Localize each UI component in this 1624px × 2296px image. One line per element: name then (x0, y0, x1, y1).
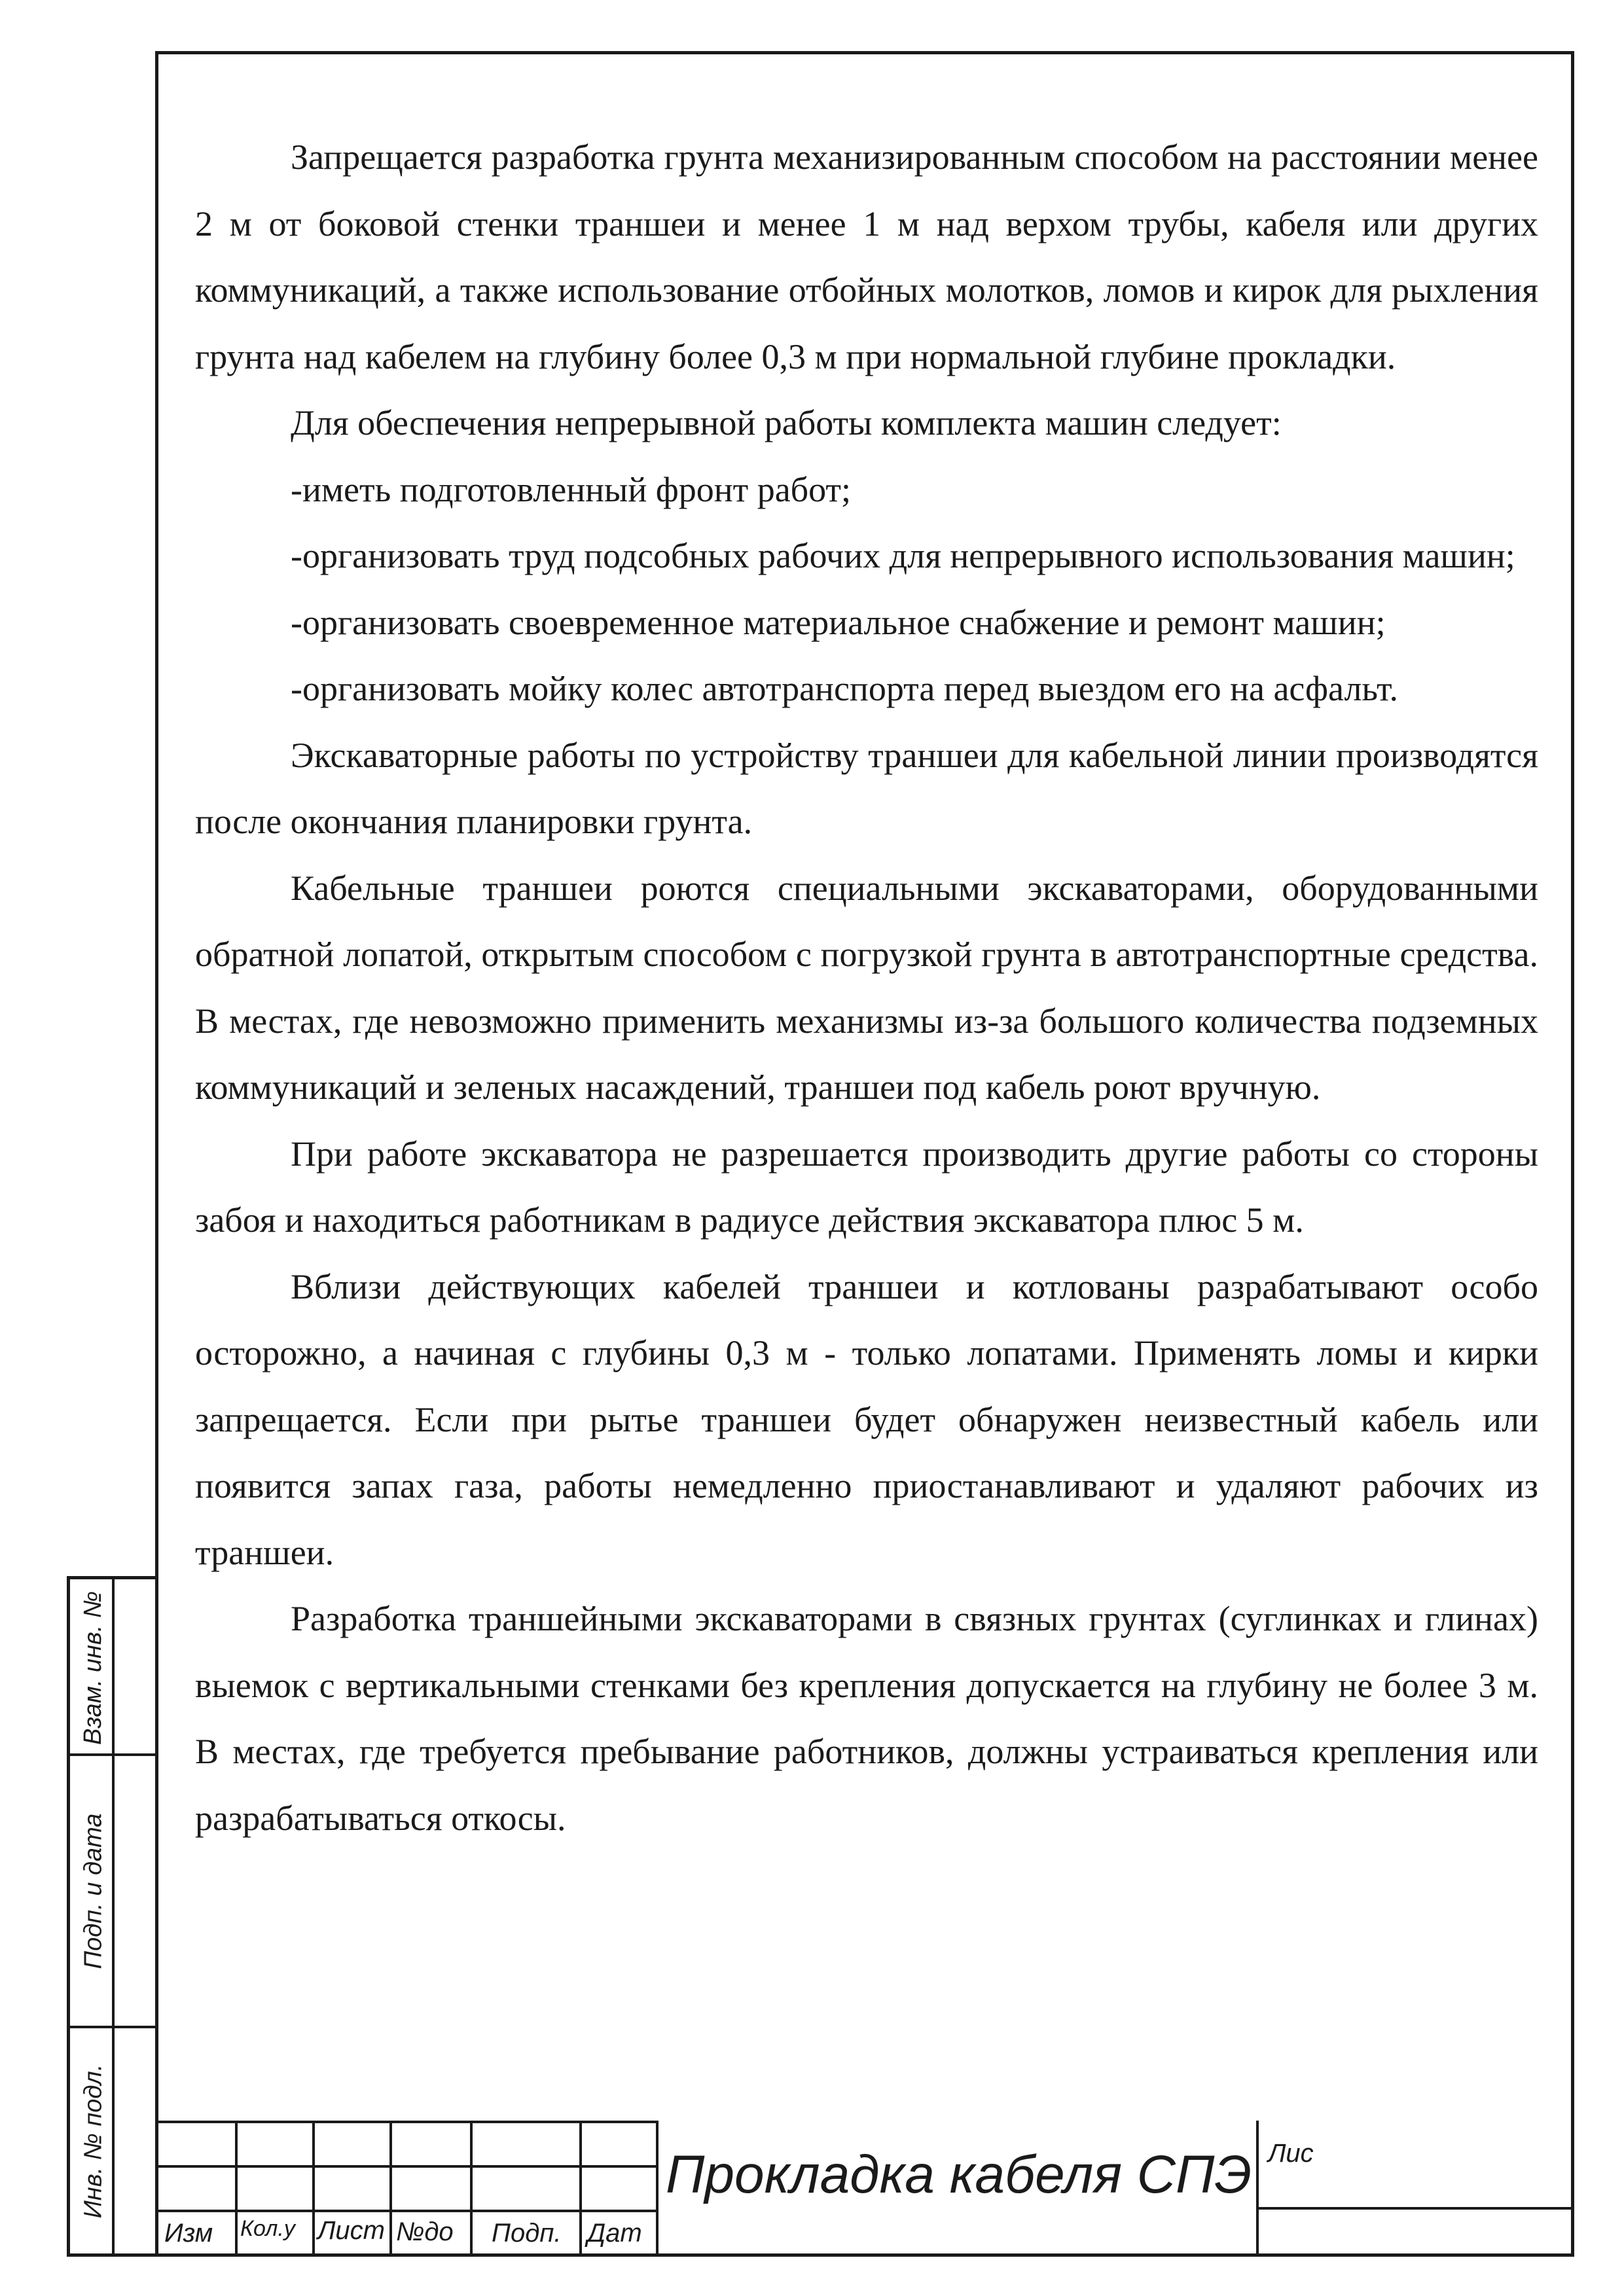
paragraph: Кабельные траншеи роются специальными экскаваторами, оборудованными обратной лопатой, открытым способом с погрузкой грунта в автотранспортные средства. В местах, где невозможно применить механизмы из-за большого количества подземных коммуникаций и зеленых насаждений, траншеи под кабель роют вручную. (195, 868, 1538, 1107)
list-item: -иметь подготовленный фронт работ; (291, 469, 852, 509)
side-cell-podp (70, 1756, 155, 2028)
side-stamp (67, 1576, 155, 2257)
podp-data-label: Подп. и дата (79, 1813, 107, 1969)
col-izm-label: Изм (164, 2219, 213, 2248)
paragraph: Вблизи действующих кабелей траншеи и котлованы разрабатывают особо осторожно, а начиная с глубины 0,3 м - только лопатами. Применять ломы и кирки запрещается. Если при рытье траншеи будет обнаружен неизвестный кабель или появится запах газа, работы немедленно приостанавливают и удаляют рабочих из траншеи. (195, 1266, 1538, 1572)
inv-podl-label: Инв. № подл. (79, 2064, 107, 2219)
col-ndoc-label: №до (396, 2217, 454, 2246)
vzam-inv-label: Взам. инв. № (79, 1590, 107, 1745)
paragraph: Разработка траншейными экскаваторами в связных грунтах (суглинках и глинах) выемок с вертикальными стенками без крепления допускается на глубину не более 3 м. В местах, где требуется пребывание работников, должны устраиваться крепления или разрабатываться откосы. (195, 1599, 1538, 1838)
list-item: -организовать своевременное материальное снабжение и ремонт машин; (291, 602, 1386, 642)
col-data-label: Дат (587, 2219, 642, 2248)
side-cell-inv (70, 2028, 155, 2257)
list-item: -организовать труд подсобных рабочих для непрерывного использования машин; (291, 536, 1515, 575)
side-cell-vzam (70, 1579, 155, 1756)
document-body (195, 124, 1538, 1852)
col-kol-label: Кол.у (240, 2216, 295, 2241)
paragraph: Экскаваторные работы по устройству траншеи для кабельной линии производятся после окончания планировки грунта. (195, 735, 1538, 841)
col-podp-label: Подп. (492, 2219, 562, 2248)
paragraph: Для обеспечения непрерывной работы комплекта машин следует: (291, 403, 1282, 442)
sheet-label: Лис (1268, 2139, 1314, 2168)
title-block (155, 2121, 1574, 2257)
document-title: Прокладка кабеля СПЭ (666, 2145, 1252, 2204)
paragraph: Запрещается разработка грунта механизированным способом на расстоянии менее 2 м от боковой стенки траншеи и менее 1 м над верхом трубы, кабеля или других коммуникаций, а также использование отбойных молотков, ломов и кирок для рыхления грунта над кабелем на глубину более 0,3 м при нормальной глубине прокладки. (195, 137, 1538, 376)
paragraph: При работе экскаватора не разрешается производить другие работы со стороны забоя и находиться работникам в радиусе действия экскаватора плюс 5 м. (195, 1134, 1538, 1240)
col-list-label: Лист (317, 2216, 385, 2245)
list-item: -организовать мойку колес автотранспорта перед выездом его на асфальт. (291, 669, 1399, 708)
